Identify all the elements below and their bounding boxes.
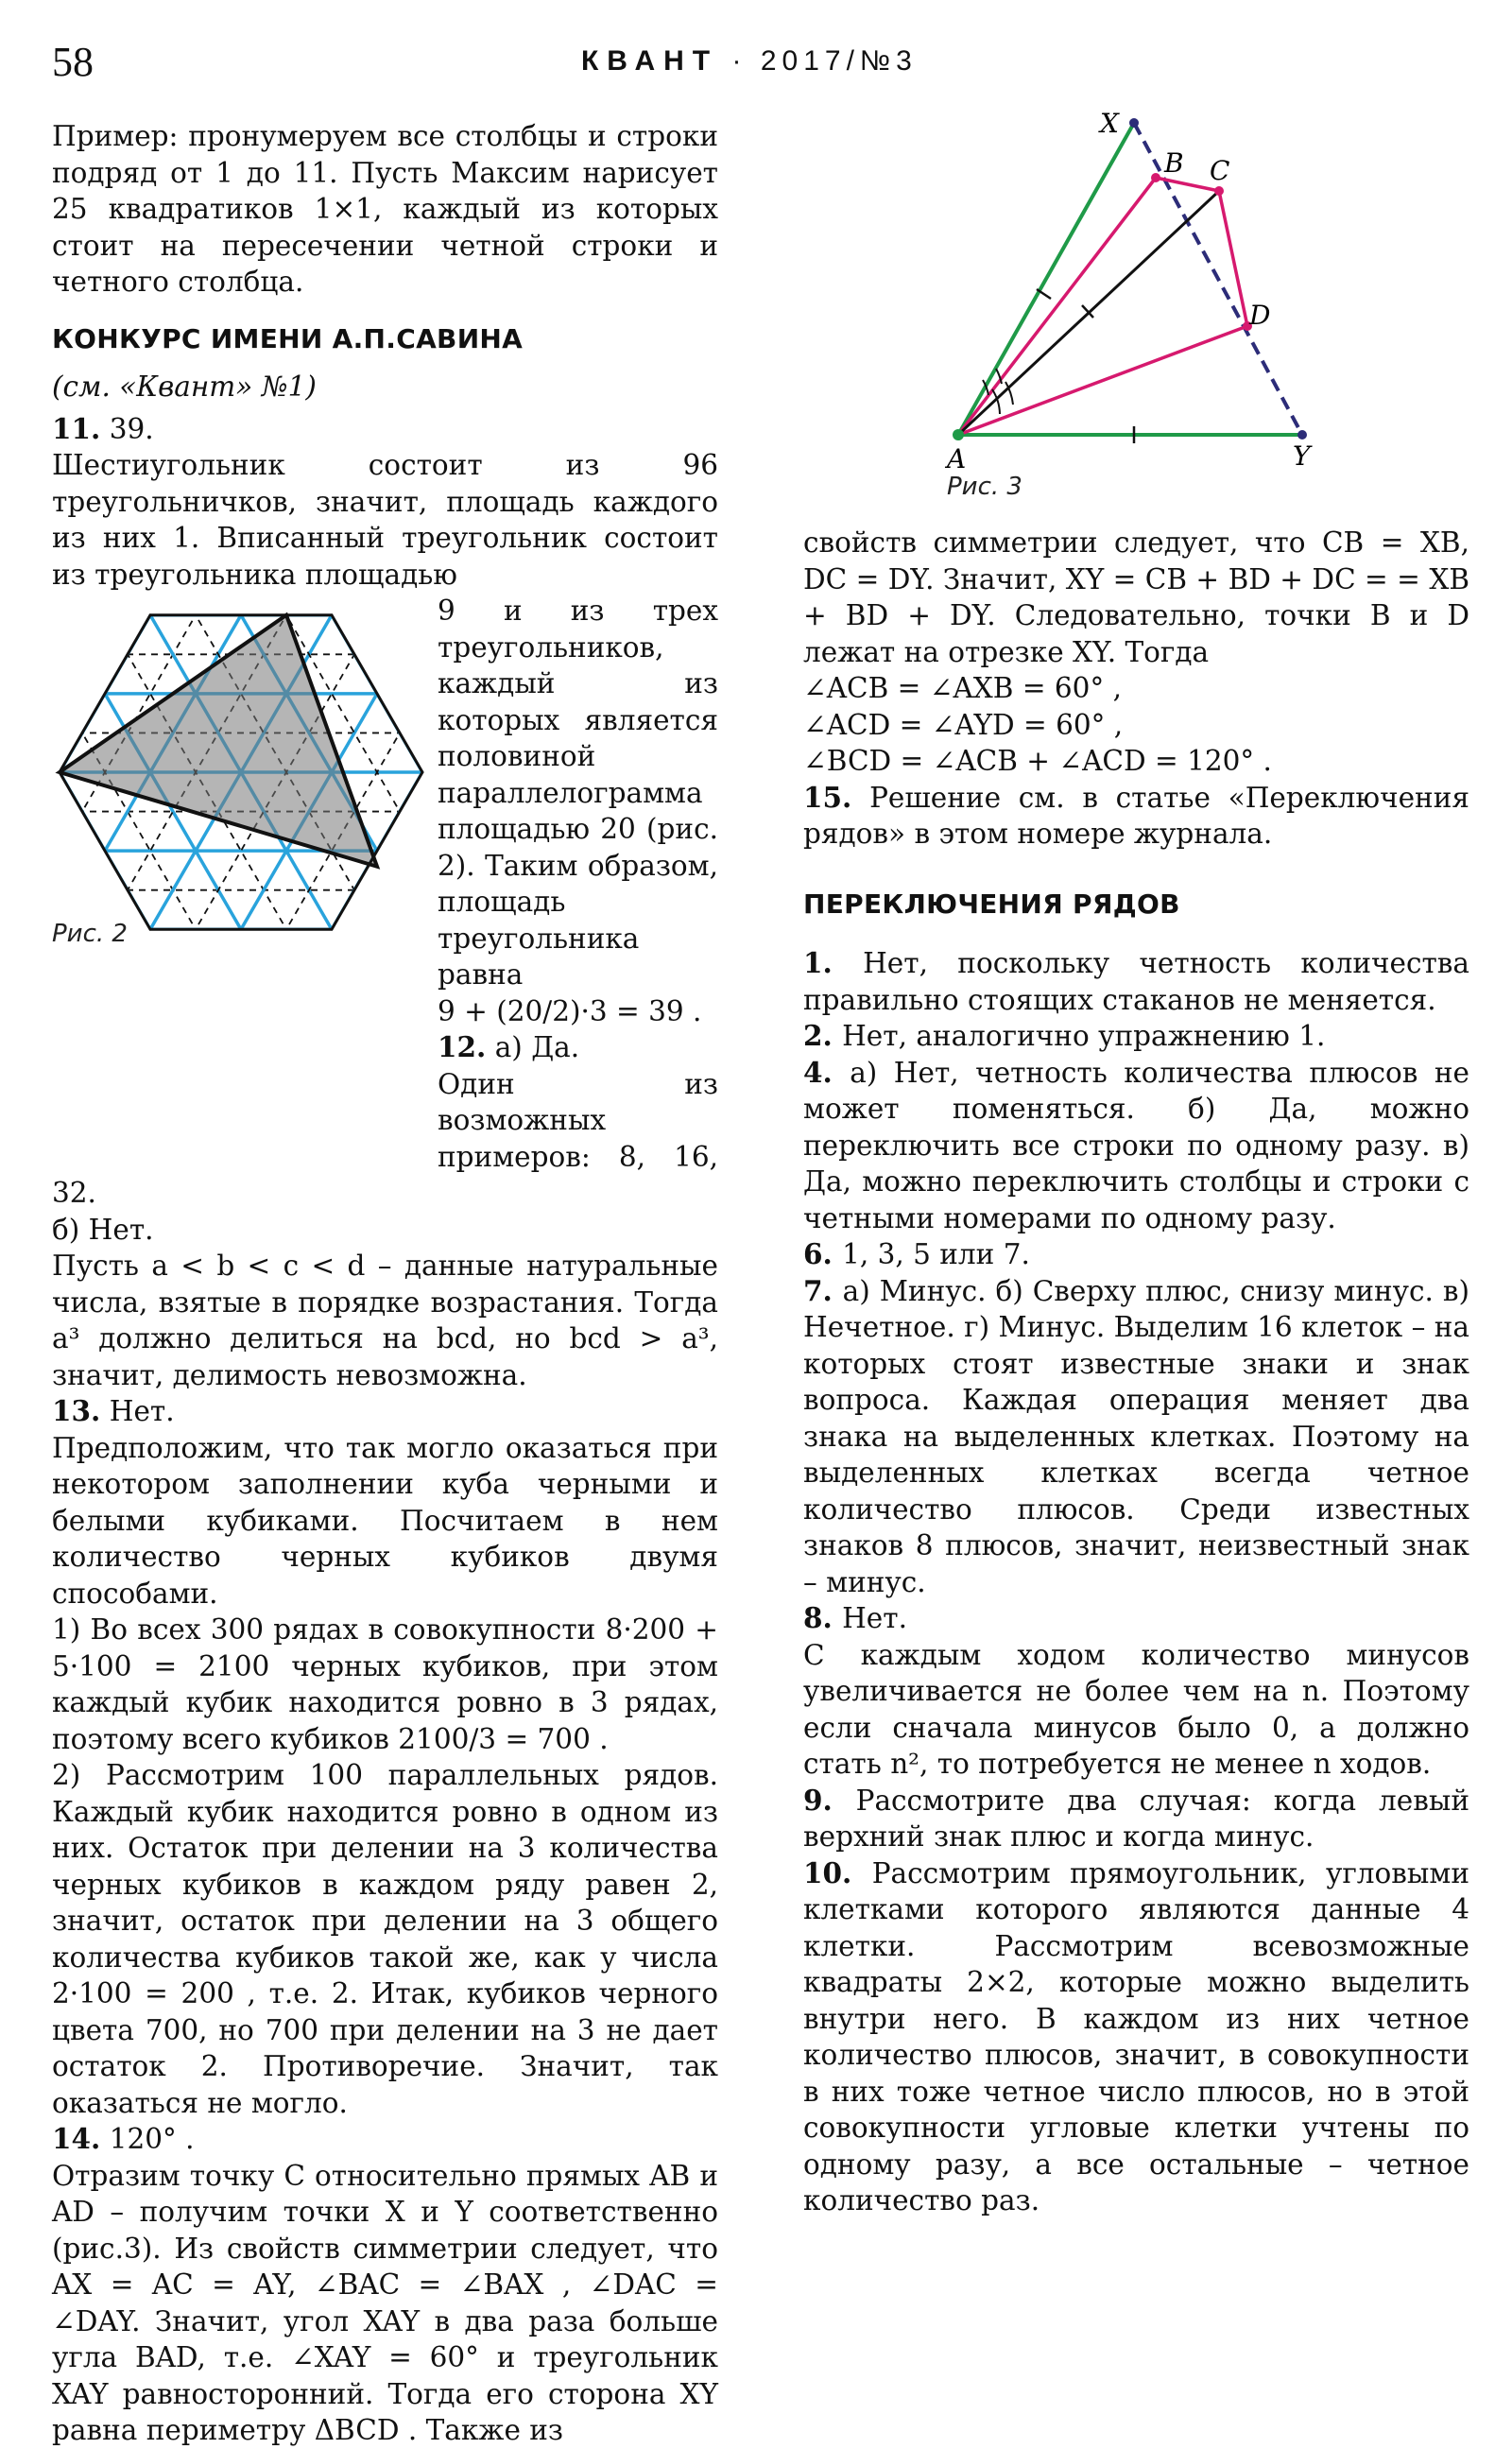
answer-text: Нет, поскольку четность количества правильно стоящих стаканов не меняется. <box>803 947 1469 1016</box>
problem-12-answer-b: б) Нет. <box>52 1213 154 1246</box>
problem-15 <box>803 780 1469 853</box>
answer-text: Рассмотрите два случая: когда левый верхний знак плюс и когда минус. <box>803 1784 1469 1853</box>
left-column <box>52 118 718 2449</box>
problem-13-text-2: 1) Во всех 300 рядах в совокупности 8·200 + 5·100 = 2100 черных кубиков, при этом каждый кубик находится ровно в 3 рядах, поэтому всего кубиков 2100/3 = 700 . <box>52 1613 718 1755</box>
figure-2-caption: Рис. 2 <box>52 920 128 948</box>
problem-15-text: Решение см. в статье «Переключения рядов» в этом номере журнала. <box>803 781 1469 850</box>
answer-item <box>803 1055 1469 1237</box>
section-title-switching: ПЕРЕКЛЮЧЕНИЯ РЯДОВ <box>803 888 1180 920</box>
grid-line <box>405 593 430 1116</box>
grid-line <box>52 593 213 1116</box>
equation-3: ∠BCD = ∠ACB + ∠ACD = 120° . <box>803 745 1272 777</box>
problem-number: 13. <box>52 1394 101 1427</box>
problem-11-text-b: 9 и из трех треугольников, каждый из которых является половиной параллелограмма площадью 20 (рис. 2). Таким образом, площадь треугольника равна <box>438 595 718 991</box>
hexagon-grid <box>52 593 430 1155</box>
answer-number: 8. <box>803 1601 843 1634</box>
answer-number: 6. <box>803 1237 843 1270</box>
equation-2: ∠ACD = ∠AYD = 60° , <box>803 708 1124 741</box>
answer-number: 4. <box>803 1055 850 1089</box>
answer-list <box>803 945 1469 2219</box>
journal-name: КВАНТ <box>581 45 719 77</box>
answer-item <box>803 1855 1469 2219</box>
problem-11-text-a: Шестиугольник состоит из 96 треугольничков, значит, площадь каждого из них 1. Вписанный треугольник состоит из треугольника площадью <box>52 449 718 591</box>
label-A: A <box>947 443 967 474</box>
answer-item <box>803 945 1469 1018</box>
problem-13-text-3: 2) Рассмотрим 100 параллельных рядов. Каждый кубик находится ровно в одном из них. Остаток при делении на 3 количества черных кубиков в каждом ряду равен 2, значит, остаток при делении на 3 общего количества кубиков такой же, как у числа 2·100 = 200 , т.е. 2. Итак, кубиков черного цвета 700, но 700 при делении на 3 не дает остаток 2. Противоречие. Значит, так оказаться не могло. <box>52 1759 718 2119</box>
answer-number: 10. <box>803 1855 872 1889</box>
grid-line <box>405 593 430 1116</box>
problem-11-formula: 9 + (20/2)·3 = 39 . <box>438 994 702 1027</box>
answer-text: а) Минус. б) Сверху плюс, снизу минус. в) Нечетное. г) Минус. Выделим 16 клеток – на которых стоят известные знаки и знак вопроса. Каждая операция меняет два знака на выделенных клетках. Поэтому на выделенных клетках всегда четное количество плюсов. Среди известных знаков 8 плюсов, значит, неизвестный знак – минус. <box>803 1274 1469 1598</box>
problem-answer: 39. <box>109 412 154 445</box>
problem-number: 11. <box>52 411 101 445</box>
answer-number: 2. <box>803 1019 843 1052</box>
answer-number: 1. <box>803 946 864 979</box>
answer-text: а) Нет, четность количества плюсов не может поменяться. б) Да, можно переключить все строки по одному разу. в) Да, можно переключить столбцы и строки с четными номерами по одному разу. <box>803 1056 1469 1234</box>
problem-12-example: Один из возможных примеров: 8, 16, 32. <box>52 1067 718 1209</box>
section-title-savin: КОНКУРС ИМЕНИ А.П.САВИНА <box>52 322 524 354</box>
grid-line <box>52 593 167 1116</box>
grid-line <box>52 593 77 1116</box>
section-subtitle: (см. «Квант» №1) <box>52 371 317 403</box>
problem-14-header <box>52 2121 718 2158</box>
answer-item <box>803 1783 1469 1855</box>
point-C <box>1214 186 1224 196</box>
figure-3-caption: Рис. 3 <box>947 473 1022 501</box>
quadrilateral-ABCD <box>958 178 1247 435</box>
answer-item <box>803 1600 1469 1637</box>
point-X <box>1129 118 1139 128</box>
label-C: C <box>1210 155 1230 186</box>
grid-line <box>52 593 122 1116</box>
problem-answer: Нет. <box>109 1395 175 1427</box>
problem-number: 14. <box>52 2122 101 2155</box>
answer-text: Нет. <box>842 1602 907 1634</box>
answer-number: 7. <box>803 1273 843 1307</box>
figure-3 <box>907 104 1342 520</box>
figure-2 <box>52 593 430 1155</box>
problem-14-continuation: свойств симметрии следует, что CB = XB, DC = DY. Значит, XY = CB + BD + DC = = XB + BD + DY. Следовательно, точки B и D лежат на отрезке XY. Тогда <box>803 526 1469 668</box>
equation-1: ∠ACB = ∠AXB = 60° , <box>803 672 1122 704</box>
answer-item <box>803 1236 1469 1273</box>
point-A <box>953 429 964 440</box>
answer-number: 9. <box>803 1783 856 1817</box>
answer-item <box>803 1273 1469 1601</box>
page-number: 58 <box>52 39 94 85</box>
grid-line <box>52 593 77 1116</box>
answer-item <box>803 1637 1469 1783</box>
grid-line <box>52 593 213 1116</box>
running-head <box>581 45 918 78</box>
header-separator: · <box>731 45 747 77</box>
problem-11-header <box>52 411 718 448</box>
answer-text: 1, 3, 5 или 7. <box>842 1238 1030 1270</box>
page-header <box>52 38 1460 95</box>
problem-13-text-1: Предположим, что так могло оказаться при некотором заполнении куба черными и белыми кубиками. Посчитаем в нем количество черных кубиков двумя способами. <box>52 1431 718 1610</box>
answer-text: С каждым ходом количество минусов увеличивается не более чем на n. Поэтому если сначала минусов было 0, а должно стать n², то потребуется не менее n ходов. <box>803 1638 1469 1780</box>
grid-line <box>52 593 167 1116</box>
hexagon-figure <box>52 593 430 1155</box>
problem-number: 12. <box>438 1030 487 1063</box>
problem-13-header <box>52 1393 718 1430</box>
label-D: D <box>1249 300 1271 331</box>
problem-answer: 120° . <box>109 2123 195 2155</box>
answer-text: Нет, аналогично упражнению 1. <box>842 1020 1326 1052</box>
label-X: X <box>1100 108 1119 139</box>
right-column <box>803 525 1469 2219</box>
problem-12-text: Пусть a < b < c < d – данные натуральные числа, взятые в порядке возрастания. Тогда a³ должно делиться на bcd, но bcd > a³, значит, делимость невозможна. <box>52 1250 718 1391</box>
label-B: B <box>1164 147 1184 179</box>
label-Y: Y <box>1293 440 1311 472</box>
answer-text: Рассмотрим прямоугольник, угловыми клетками которого являются данные 4 клетки. Рассмотрим всевозможные квадраты 2×2, которые можно выделить внутри него. В каждом из них четное количество плюсов, значит, в совокупности в них тоже четное число плюсов, но в этой совокупности угловые клетки учтены по одному разу, а все остальные – четное количество раз. <box>803 1856 1470 2216</box>
grid-line <box>52 593 122 1116</box>
problem-14-text: Отразим точку C относительно прямых AB и AD – получим точки X и Y соответственно (рис.3). Из свойств симметрии следует, что AX = AC = AY, ∠BAC = ∠BAX , ∠DAC = ∠DAY. Значит, угол XAY в два раза больше угла BAD, т.е. ∠XAY = 60° и треугольник XAY равносторонний. Тогда его сторона XY равна периметру ΔBCD . Также из <box>52 2159 718 2446</box>
segment-AX <box>958 123 1134 435</box>
answer-item <box>803 1018 1469 1055</box>
problem-number: 15. <box>803 780 852 814</box>
point-B <box>1151 173 1160 182</box>
issue-number: 2017/№3 <box>760 45 918 77</box>
intro-paragraph: Пример: пронумеруем все столбцы и строки подряд от 1 до 11. Пусть Максим нарисует 25 квадратиков 1×1, каждый из которых стоит на пересечении четной строки и четного столбца. <box>52 120 718 298</box>
point-Y <box>1297 430 1307 440</box>
triangle-figure <box>907 104 1342 520</box>
problem-answer: а) Да. <box>494 1031 580 1063</box>
